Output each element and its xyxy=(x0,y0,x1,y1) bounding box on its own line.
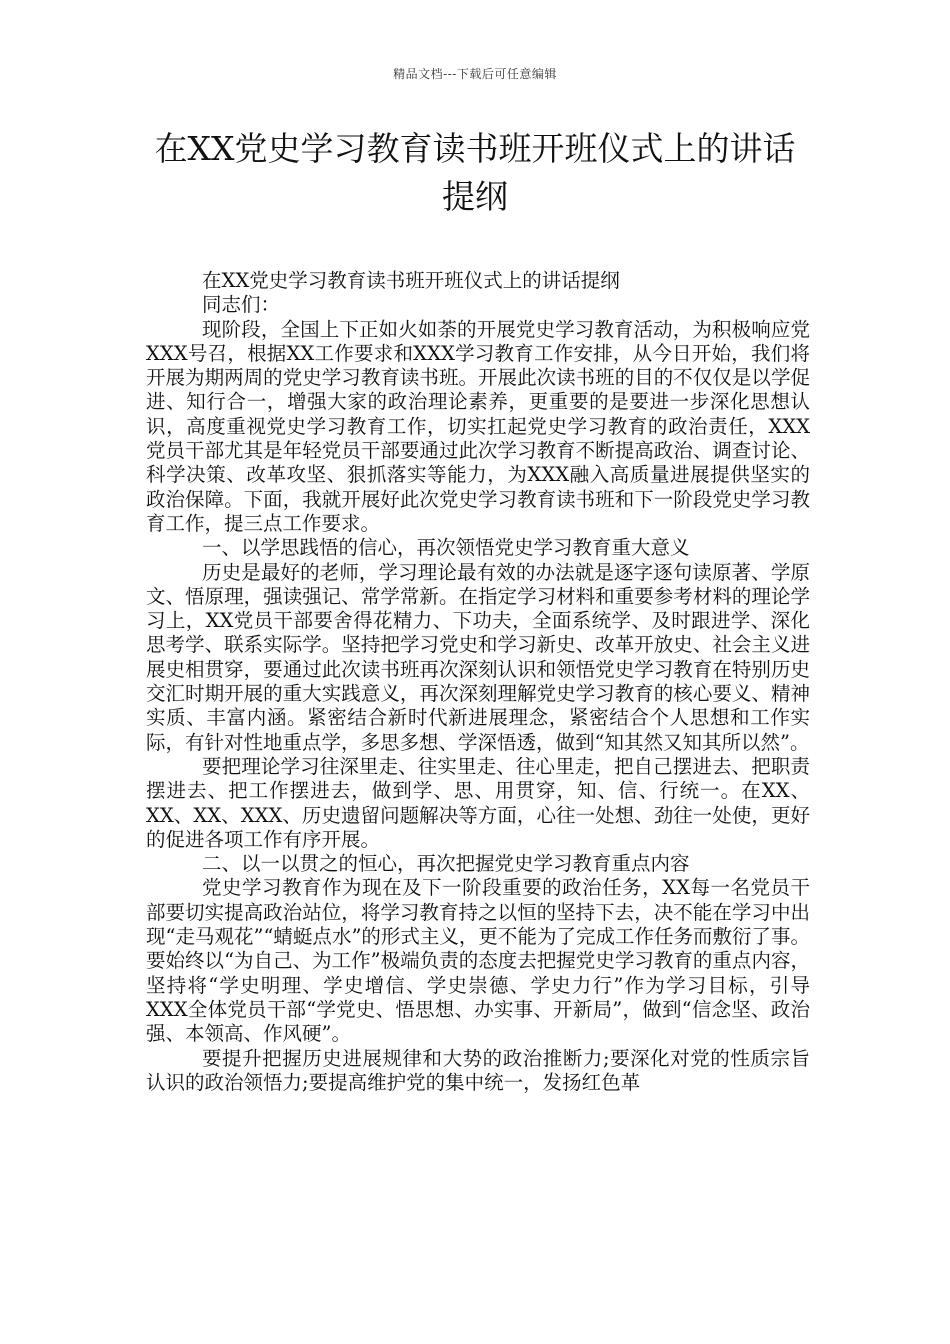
document-body xyxy=(146,269,810,1095)
section-heading-1: 一、以学思践悟的信心，再次领悟党史学习教育重大意义 xyxy=(202,536,690,560)
salutation: 同志们： xyxy=(202,293,281,317)
header-note: 精品文档---下载后可任意编辑 xyxy=(393,67,557,81)
document-title: 在XX党史学习教育读书班开班仪式上的讲话提纲 xyxy=(154,129,796,216)
paragraph: 要把理论学习往深里走、往实里走、往心里走，把自己摆进去、把职责摆进去、把工作摆进去，做到学、思、用贯穿，知、信、行统一。在XX、XX、XX、XXX、历史遗留问题解决等方面，心往一处想、劲往一处使，更好的促进各项工作有序开展。 xyxy=(146,754,810,851)
paragraph: 党史学习教育作为现在及下一阶段重要的政治任务，XX每一名党员干部要切实提高政治站位，将学习教育持之以恒的坚持下去，决不能在学习中出现“走马观花”“蜻蜓点水”的形式主义，更不能为了完成工作任务而敷衍了事。要始终以“为自己、为工作”极端负责的态度去把握党史学习教育的重点内容，坚持将“学史明理、学史增信、学史崇德、学史力行”作为学习目标，引导XXX全体党员干部“学党史、悟思想、办实事、开新局”，做到“信念坚、政治强、本领高、作风硬”。 xyxy=(146,876,810,1046)
paragraph: 历史是最好的老师，学习理论最有效的办法就是逐字逐句读原著、学原文、悟原理，强读强记、常学常新。在指定学习材料和重要参考材料的理论学习上，XX党员干部要舍得花精力、下功夫，全面系统学、及时跟进学、深化思考学、联系实际学。坚持把学习党史和学习新史、改革开放史、社会主义进展史相贯穿，要通过此次读书班再次深刻认识和领悟党史学习教育在特别历史交汇时期开展的重大实践意义，再次深刻理解党史学习教育的核心要义、精神实质、丰富内涵。紧密结合新时代新进展理念，紧密结合个人思想和工作实际，有针对性地重点学，多思多想、学深悟透，做到“知其然又知其所以然”。 xyxy=(146,560,810,754)
section-heading-2: 二、以一以贯之的恒心，再次把握党史学习教育重点内容 xyxy=(202,852,690,876)
paragraph-intro: 现阶段，全国上下正如火如荼的开展党史学习教育活动，为积极响应党XXX号召，根据XX工作要求和XXX学习教育工作安排，从今日开始，我们将开展为期两周的党史学习教育读书班。开展此次读书班的目的不仅仅是以学促进、知行合一，增强大家的政治理论素养，更重要的是要进一步深化思想认识，高度重视党史学习教育工作，切实扛起党史学习教育的政治责任，XXX党员干部尤其是年轻党员干部要通过此次学习教育不断提高政治、调查讨论、科学决策、改革攻坚、狠抓落实等能力，为XXX融入高质量进展提供坚实的政治保障。下面，我就开展好此次党史学习教育读书班和下一阶段党史学习教育工作，提三点工作要求。 xyxy=(146,317,810,535)
paragraph: 要提升把握历史进展规律和大势的政治推断力;要深化对党的性质宗旨认识的政治领悟力;要提高维护党的集中统一，发扬红色革 xyxy=(146,1046,810,1094)
body-subtitle: 在XX党史学习教育读书班开班仪式上的讲话提纲 xyxy=(202,269,620,292)
